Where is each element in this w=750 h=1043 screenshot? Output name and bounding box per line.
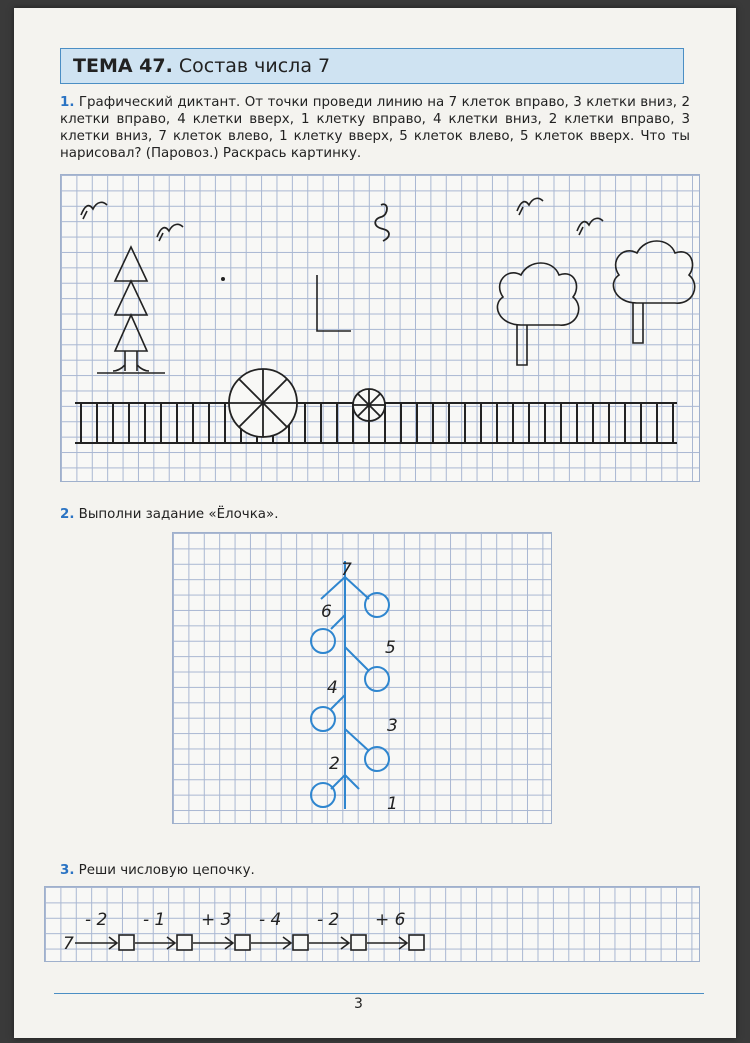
- branch-4-right: [345, 775, 359, 789]
- task1-grid[interactable]: [60, 174, 700, 482]
- chain-start-number: 7: [63, 934, 74, 954]
- answer-box: [409, 935, 424, 950]
- task1-text-block: [60, 94, 690, 162]
- branch-top-right: [345, 577, 369, 599]
- arrow-icon: [193, 937, 233, 949]
- bird-icon: [517, 198, 543, 215]
- chain-op-1: - 2: [85, 910, 108, 930]
- circle-left-3: [311, 783, 335, 807]
- chain-op-4: - 4: [259, 910, 282, 930]
- chain-op-5: - 2: [317, 910, 340, 930]
- smoke-icon: [375, 204, 389, 241]
- theme-label: ТЕМА 47.: [73, 55, 173, 77]
- answer-box: [119, 935, 134, 950]
- theme-title: Состав числа 7: [178, 55, 331, 77]
- circle-left-1: [311, 629, 335, 653]
- answer-box: [293, 935, 308, 950]
- theme-header: [60, 48, 684, 84]
- branch-3-right: [345, 729, 369, 751]
- task3-text-block: [60, 862, 690, 879]
- circle-right-1: [365, 593, 389, 617]
- answer-box: [235, 935, 250, 950]
- branch-top-left: [321, 577, 345, 599]
- page-number: 3: [354, 996, 363, 1012]
- task1-number: 1.: [60, 95, 75, 110]
- tree-label-5: 5: [385, 638, 396, 658]
- task2-text: Выполни задание «Ёлочка».: [78, 507, 279, 522]
- answer-box: [351, 935, 366, 950]
- tree-label-1: 1: [387, 794, 398, 814]
- arrow-icon: [135, 937, 175, 949]
- task2-text-block: [60, 506, 690, 523]
- circle-left-2: [311, 707, 335, 731]
- l-shape-line: [317, 275, 351, 331]
- circle-right-3: [365, 747, 389, 771]
- branch-2-right: [345, 647, 369, 671]
- tree-icon: [497, 263, 578, 365]
- bird-icon: [157, 224, 183, 241]
- start-dot: [221, 277, 225, 281]
- footer-rule: [54, 993, 704, 994]
- tree-label-2: 2: [329, 754, 340, 774]
- small-wheel-icon: [353, 389, 385, 421]
- workbook-page: [14, 8, 736, 1038]
- arrow-icon: [367, 937, 407, 949]
- arrow-icon: [309, 937, 349, 949]
- task3-number: 3.: [60, 863, 75, 878]
- tree-label-6: 6: [321, 602, 332, 622]
- tree-icon: [613, 241, 694, 343]
- circle-right-2: [365, 667, 389, 691]
- tree-label-4: 4: [327, 678, 338, 698]
- fir-tree-task-drawing: [173, 533, 553, 825]
- task3-text: Реши числовую цепочку.: [78, 863, 255, 878]
- big-wheel-icon: [229, 369, 297, 437]
- chain-op-6: + 6: [375, 910, 406, 930]
- arrow-icon: [75, 937, 117, 949]
- fir-tree-icon: [97, 247, 165, 373]
- task1-drawing: [61, 175, 701, 483]
- task2-grid[interactable]: [172, 532, 552, 824]
- branch-2-left: [331, 615, 345, 629]
- answer-box: [177, 935, 192, 950]
- tree-label-3: 3: [387, 716, 398, 736]
- chain-op-2: - 1: [143, 910, 166, 930]
- task1-text: Графический диктант. От точки проведи линию на 7 клеток вправо, 3 клетки вниз, 2 клетки вправо, 4 клетки вверх, 1 клетку вправо, 4 клетки вниз, 2 клетки вправо, 3 клетки вниз, 7 клеток влево, 1 клетку вверх, 5 клеток влево, 5 клеток вверх. Что ты нарисовал? (Паровоз.) Раскрась картинку.: [60, 95, 690, 161]
- number-chain: [45, 887, 701, 963]
- task3-grid[interactable]: [44, 886, 700, 962]
- bird-icon: [577, 218, 603, 235]
- arrow-icon: [251, 937, 291, 949]
- chain-op-3: + 3: [201, 910, 232, 930]
- bird-icon: [81, 202, 107, 219]
- tree-top-number: 7: [341, 560, 352, 580]
- task2-number: 2.: [60, 507, 75, 522]
